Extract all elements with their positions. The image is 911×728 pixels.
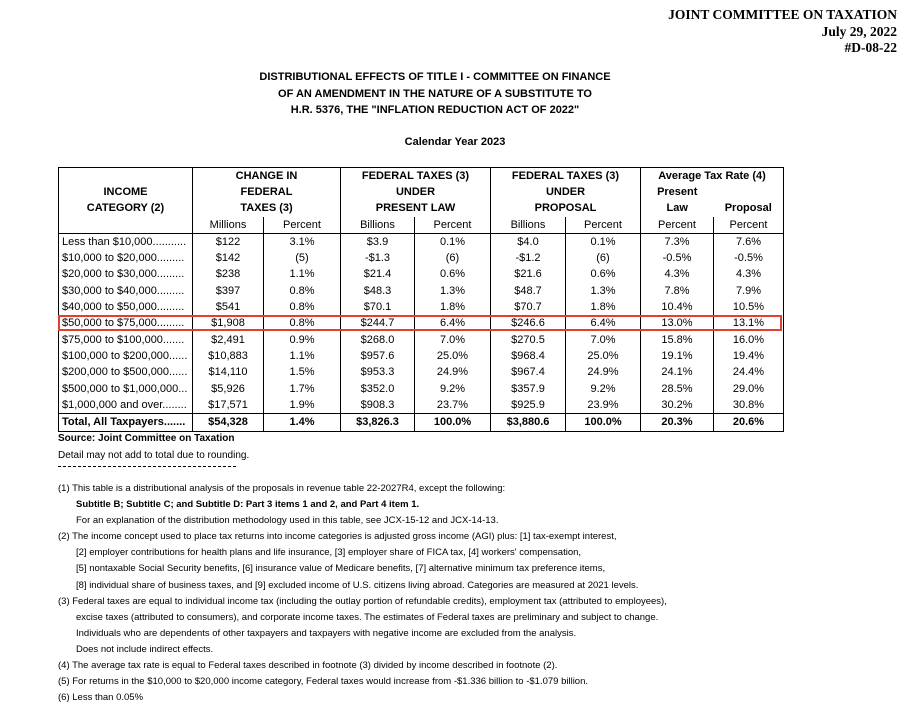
row-label: $50,000 to $75,000.........: [59, 316, 193, 332]
table-cell: 1.3%: [415, 283, 491, 299]
table-cell: $21.6: [491, 267, 566, 283]
table-cell: $48.3: [341, 283, 415, 299]
table-cell: 19.4%: [714, 348, 784, 364]
table-row: [59, 397, 784, 414]
table-cell: (6): [566, 250, 641, 266]
table-cell: $2,491: [193, 332, 264, 348]
footnote-line: excise taxes (attributed to consumers), and corporate income taxes. The estimates of Federal taxes are preliminary and subject to change.: [76, 611, 659, 623]
table-cell: 7.6%: [714, 234, 784, 251]
table-cell: -0.5%: [714, 250, 784, 266]
table-cell: 23.7%: [415, 397, 491, 414]
footnote-line: (2) The income concept used to place tax returns into income categories is adjusted gross income (AGI) plus: [1] tax-exempt interest,: [58, 531, 617, 543]
table-cell: 0.6%: [566, 267, 641, 283]
table-cell: 0.8%: [264, 299, 341, 315]
table-cell: $967.4: [491, 365, 566, 381]
footnote-line: Does not include indirect effects.: [76, 643, 214, 655]
table-cell: 0.1%: [566, 234, 641, 251]
table-cell: 13.0%: [641, 316, 714, 332]
table-cell: 28.5%: [641, 381, 714, 397]
table-cell: 7.0%: [566, 332, 641, 348]
footnote-line: (6) Less than 0.05%: [58, 692, 144, 704]
header-proposal-rate: Proposal: [714, 201, 784, 217]
table-cell: 24.1%: [641, 365, 714, 381]
table-cell: 10.4%: [641, 299, 714, 315]
table-cell: -$1.3: [341, 250, 415, 266]
header-present: FEDERAL TAXES (3): [341, 168, 491, 185]
table-cell: $48.7: [491, 283, 566, 299]
table-cell: $957.6: [341, 348, 415, 364]
units-row: Millions Percent Billions Percent Billions Percent Percent Percent: [59, 217, 784, 234]
header-row-1: [59, 168, 784, 185]
table-cell: $21.4: [341, 267, 415, 283]
row-label: $40,000 to $50,000.........: [59, 299, 193, 315]
table-cell: $968.4: [491, 348, 566, 364]
title-line-1: DISTRIBUTIONAL EFFECTS OF TITLE I - COMMITTEE ON FINANCE: [259, 71, 611, 83]
table-cell: 10.5%: [714, 299, 784, 315]
table-cell: $908.3: [341, 397, 415, 414]
header-row-2: INCOME FEDERAL UNDER UNDER Present: [59, 184, 784, 200]
row-label: $75,000 to $100,000.......: [59, 332, 193, 348]
table-cell: (6): [415, 250, 491, 266]
source-note: Source: Joint Committee on Taxation: [58, 433, 235, 444]
document-id: #D-08-22: [844, 40, 897, 55]
table-cell: 9.2%: [566, 381, 641, 397]
row-label: $20,000 to $30,000.........: [59, 267, 193, 283]
table-cell: $3.9: [341, 234, 415, 251]
table-row: [59, 332, 784, 348]
footnote-line: (1) This table is a distributional analysis of the proposals in revenue table 22-2027R4, except the following:: [58, 483, 506, 494]
footnote-line: (4) The average tax rate is equal to Federal taxes described in footnote (3) divided by income described in footnote (2).: [58, 660, 558, 672]
header-change: CHANGE IN: [193, 168, 341, 185]
org-name: JOINT COMMITTEE ON TAXATION: [668, 7, 897, 22]
table-cell: $70.7: [491, 299, 566, 315]
row-label: $1,000,000 and over........: [59, 397, 193, 414]
rounding-note: Detail may not add to total due to rounding.: [58, 450, 250, 461]
table-cell: $238: [193, 267, 264, 283]
data-rows: [59, 234, 784, 414]
footnote-line: Subtitle B; Subtitle C; and Subtitle D: Part 3 items 1 and 2, and Part 4 item 1.: [76, 499, 420, 511]
table-cell: 1.3%: [566, 283, 641, 299]
table-cell: 0.1%: [415, 234, 491, 251]
table-cell: $122: [193, 234, 264, 251]
table-row: [59, 381, 784, 397]
table-cell: 9.2%: [415, 381, 491, 397]
table-cell: 29.0%: [714, 381, 784, 397]
table-cell: $357.9: [491, 381, 566, 397]
table-row: [59, 365, 784, 381]
table-cell: 6.4%: [566, 316, 641, 332]
table-cell: 30.2%: [641, 397, 714, 414]
header-proposal: FEDERAL TAXES (3): [491, 168, 641, 185]
row-label: $200,000 to $500,000......: [59, 365, 193, 381]
row-label: Total, All Taxpayers.......: [59, 414, 193, 431]
table-cell: 25.0%: [566, 348, 641, 364]
header-row-3: CATEGORY (2) TAXES (3) PRESENT LAW PROPOSAL Law Proposal: [59, 201, 784, 217]
report-date: July 29, 2022: [821, 23, 897, 39]
table-cell: 24.4%: [714, 365, 784, 381]
total-row: Total, All Taxpayers....... $54,328 1.4% $3,826.3 100.0% $3,880.6 100.0% 20.3% 20.6%: [59, 414, 784, 431]
row-label: $10,000 to $20,000.........: [59, 250, 193, 266]
table-cell: 0.9%: [264, 332, 341, 348]
table-cell: 19.1%: [641, 348, 714, 364]
table-cell: $17,571: [193, 397, 264, 414]
row-label: $500,000 to $1,000,000...: [59, 381, 193, 397]
divider: [58, 466, 236, 467]
table-row: [59, 299, 784, 315]
table-cell: $142: [193, 250, 264, 266]
footnote-line: Individuals who are dependents of other taxpayers and taxpayers with negative income are excluded from the analysis.: [76, 627, 577, 639]
table-cell: 0.8%: [264, 316, 341, 332]
table-cell: $10,883: [193, 348, 264, 364]
table-cell: $244.7: [341, 316, 415, 332]
title-line-3: H.R. 5376, THE "INFLATION REDUCTION ACT OF 2022": [290, 104, 580, 116]
table-row: [59, 250, 784, 266]
table-cell: 0.8%: [264, 283, 341, 299]
table-cell: 4.3%: [641, 267, 714, 283]
table-cell: 1.8%: [415, 299, 491, 315]
table-cell: $4.0: [491, 234, 566, 251]
table-cell: $953.3: [341, 365, 415, 381]
table-cell: 15.8%: [641, 332, 714, 348]
table-cell: 7.0%: [415, 332, 491, 348]
report-header: [668, 7, 897, 57]
table-cell: 16.0%: [714, 332, 784, 348]
table-cell: 13.1%: [714, 316, 784, 332]
table-cell: 7.8%: [641, 283, 714, 299]
table-cell: $246.6: [491, 316, 566, 332]
table-row: [59, 283, 784, 299]
table-cell: $268.0: [341, 332, 415, 348]
table-cell: 3.1%: [264, 234, 341, 251]
table-cell: $397: [193, 283, 264, 299]
footnote-line: For an explanation of the distribution methodology used in this table, see JCX-15-12 and JCX-14-13.: [76, 515, 499, 527]
table-cell: 23.9%: [566, 397, 641, 414]
footnote-line: [8] individual share of business taxes, and [9] excluded income of U.S. citizens living abroad. Categories are measured at 2021 levels.: [76, 579, 639, 591]
header-present-law: Present: [641, 184, 714, 200]
table-row: [59, 316, 784, 332]
footnote-line: [5] nontaxable Social Security benefits, [6] insurance value of Medicare benefits, [7] alternative minimum tax preference items,: [76, 563, 606, 575]
table-cell: 30.8%: [714, 397, 784, 414]
report-title: [175, 69, 695, 119]
table-cell: $270.5: [491, 332, 566, 348]
table-cell: 1.9%: [264, 397, 341, 414]
footnote-line: (5) For returns in the $10,000 to $20,000 income category, Federal taxes would increase from -$1.336 billion to -$1.079 billion.: [58, 676, 589, 688]
header-income: INCOME: [59, 184, 193, 200]
title-line-2: OF AN AMENDMENT IN THE NATURE OF A SUBSTITUTE TO: [278, 87, 592, 100]
table-cell: 7.3%: [641, 234, 714, 251]
table-cell: (5): [264, 250, 341, 266]
table-cell: 24.9%: [566, 365, 641, 381]
table-cell: 25.0%: [415, 348, 491, 364]
table-cell: 1.7%: [264, 381, 341, 397]
table-cell: 1.1%: [264, 348, 341, 364]
table-cell: 6.4%: [415, 316, 491, 332]
footnote-line: [2] employer contributions for health plans and life insurance, [3] employer share of FICA tax, [4] workers' compensation,: [76, 547, 582, 559]
table-cell: $925.9: [491, 397, 566, 414]
table-cell: $5,926: [193, 381, 264, 397]
table-cell: $352.0: [341, 381, 415, 397]
header-avg-rate: Average Tax Rate (4): [641, 168, 784, 185]
table-cell: 7.9%: [714, 283, 784, 299]
row-label: Less than $10,000...........: [59, 234, 193, 251]
footnotes: [58, 481, 898, 706]
table-cell: 1.5%: [264, 365, 341, 381]
table-cell: 24.9%: [415, 365, 491, 381]
table-cell: $541: [193, 299, 264, 315]
table-cell: 1.8%: [566, 299, 641, 315]
row-label: $30,000 to $40,000.........: [59, 283, 193, 299]
report-subtitle: Calendar Year 2023: [404, 136, 506, 148]
table-cell: -$1.2: [491, 250, 566, 266]
table-cell: 1.1%: [264, 267, 341, 283]
table-row: [59, 267, 784, 283]
table-cell: $70.1: [341, 299, 415, 315]
distribution-table: [58, 167, 784, 432]
table-cell: $1,908: [193, 316, 264, 332]
table-cell: -0.5%: [641, 250, 714, 266]
table-cell: 4.3%: [714, 267, 784, 283]
table-cell: 0.6%: [415, 267, 491, 283]
table-row: [59, 234, 784, 251]
table-cell: $14,110: [193, 365, 264, 381]
footnote-line: (3) Federal taxes are equal to individual income tax (including the outlay portion of refundable credits), employment tax (attributed to employees),: [58, 595, 667, 607]
row-label: $100,000 to $200,000......: [59, 348, 193, 364]
table-row: [59, 348, 784, 364]
